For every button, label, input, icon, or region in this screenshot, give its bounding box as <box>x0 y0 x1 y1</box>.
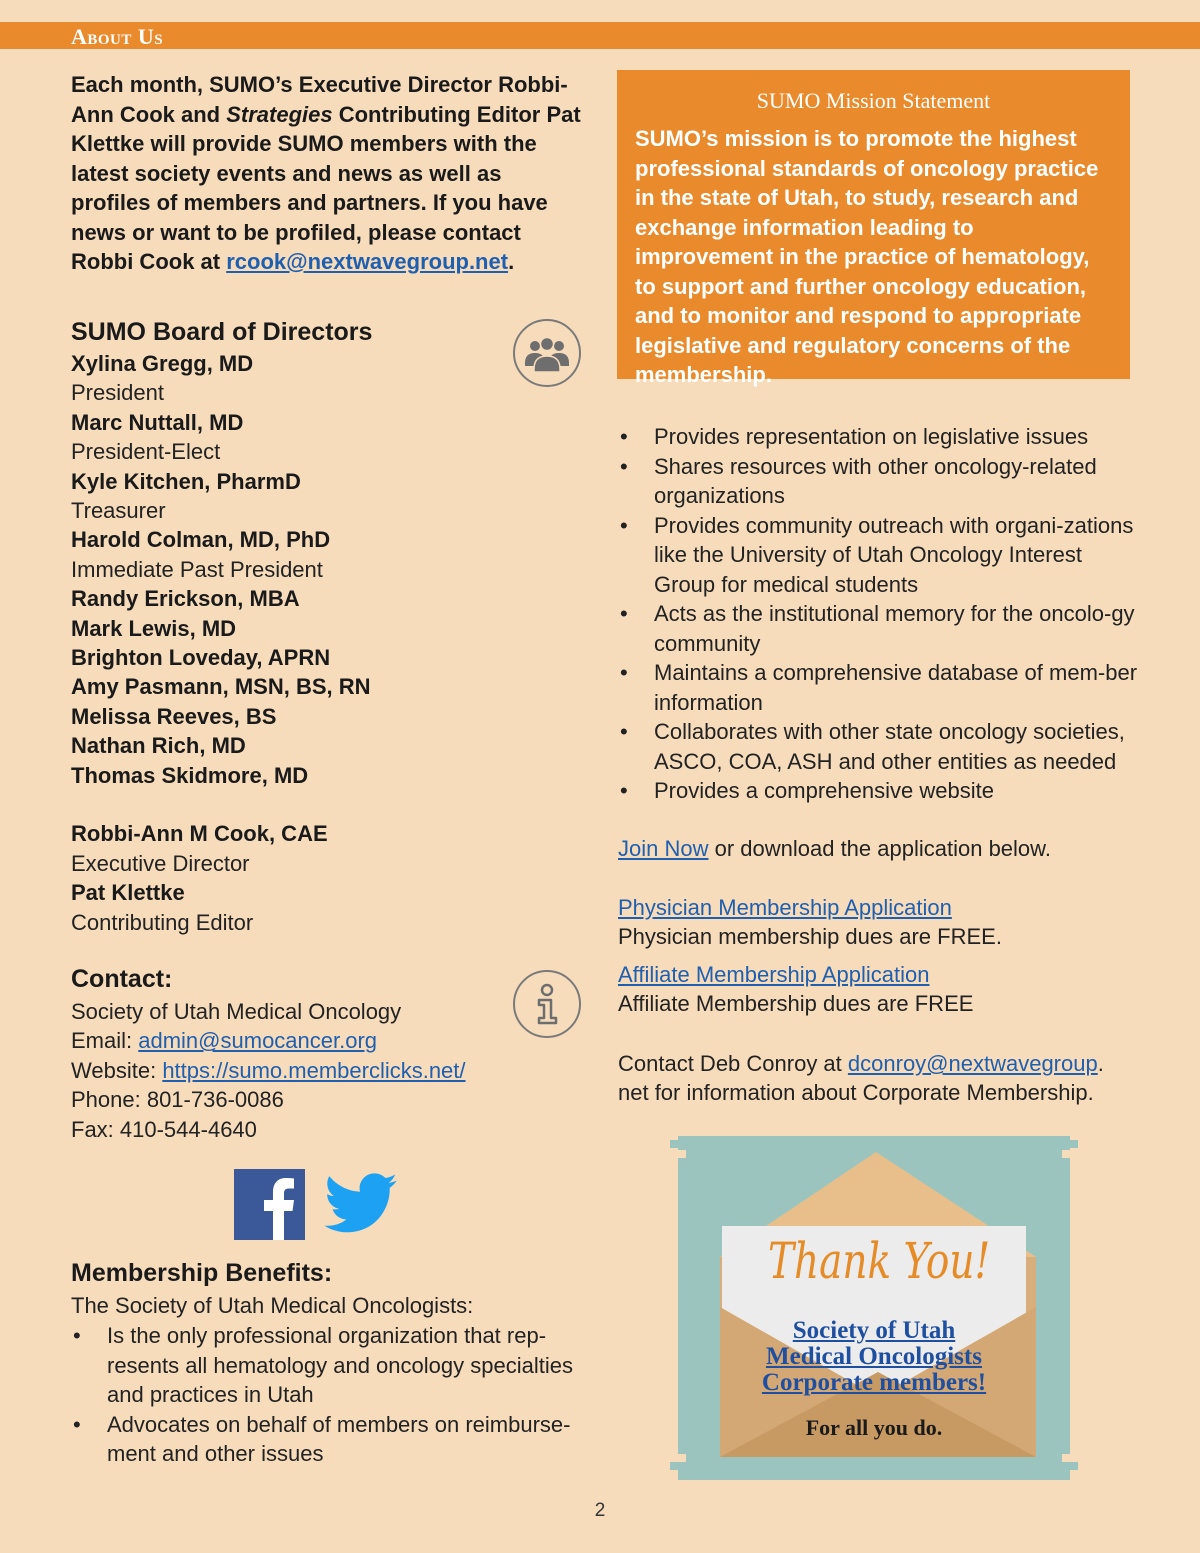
contact-title: Contact: <box>71 965 173 993</box>
member-role: Immediate Past President <box>71 556 323 582</box>
list-item: • Advocates on behalf of members on reimburse-ment and other issues <box>71 1410 581 1469</box>
benefits-title: Membership Benefits: <box>71 1259 333 1287</box>
member-name: Harold Colman, MD, PhD <box>71 527 331 553</box>
contact-website-link[interactable]: https://sumo.memberclicks.net/ <box>162 1057 466 1083</box>
join-row <box>618 834 1138 863</box>
mission-text: SUMO’s mission is to promote the highest professional standards of oncology practice in the state of Utah, to study, research and exchange information leading to improvement in the practice of hematology, to support and further oncology education, and to monitor and respond to appropriate legislative and regulatory concerns of the membership. <box>635 126 1099 387</box>
intro-italic: Strategies <box>226 101 333 127</box>
member-role: President-Elect <box>71 439 221 465</box>
list-item: • Provides a comprehensive website <box>618 776 1138 806</box>
thank-you-recipients <box>670 1318 1078 1396</box>
list-item: • Provides representation on legislative issues <box>618 422 1138 452</box>
list-item: • Maintains a comprehensive database of mem-ber information <box>618 658 1138 717</box>
recipients-line-3: Corporate members! <box>761 1369 987 1396</box>
affiliate-block <box>618 960 1138 1019</box>
list-item: • Collaborates with other state oncology societies, ASCO, COA, ASH and other entities as needed <box>618 717 1138 776</box>
page-number: 2 <box>594 1500 606 1521</box>
twitter-icon[interactable] <box>324 1173 398 1235</box>
thank-you-script: Thank You! <box>768 1232 991 1290</box>
info-icon <box>513 970 581 1038</box>
thank-you-card <box>670 1132 1078 1485</box>
corporate-text-2: net for information about Corporate Membership. <box>618 1080 1094 1106</box>
affiliate-dues: Affiliate Membership dues are FREE <box>618 991 974 1017</box>
contact-website-row <box>71 1056 511 1085</box>
board-list <box>71 349 511 937</box>
benefits-subtitle: The Society of Utah Medical Oncologists: <box>71 1293 474 1318</box>
benefits-list <box>71 1321 581 1469</box>
contact-org: Society of Utah Medical Oncology <box>71 999 402 1024</box>
member-name: Melissa Reeves, BS <box>71 703 277 729</box>
staff-role: Executive Director <box>71 850 250 876</box>
board-title: SUMO Board of Directors <box>71 318 373 346</box>
staff-name: Pat Klettke <box>71 880 185 906</box>
join-now-link[interactable]: Join Now <box>618 836 709 861</box>
intro-text-2: Contributing Editor Pat Klettke will provide SUMO members with the latest society events and news as well as profiles of members and partners. If you have news or want to be profiled, please contact Robbi Cook at <box>71 101 581 274</box>
group-icon <box>513 319 581 387</box>
intro-text: Each month, SUMO’s Executive Director Robbi-Ann Cook and <box>71 72 568 127</box>
list-item: • Provides community outreach with organi-zations like the University of Utah Oncology Interest Group for medical students <box>618 511 1138 600</box>
member-name: Xylina Gregg, MD <box>71 351 254 376</box>
section-header <box>0 22 1200 49</box>
join-text: or download the application below. <box>708 836 1051 861</box>
robbi-email-link[interactable]: rcook@nextwavegroup.net <box>226 249 509 274</box>
staff-role: Contributing Editor <box>71 909 254 935</box>
list-item: • Acts as the institutional memory for the oncolo-gy community <box>618 599 1138 658</box>
corporate-block <box>618 1049 1158 1108</box>
recipients-line-2: Medical Oncologists <box>766 1343 982 1370</box>
facebook-icon[interactable] <box>234 1169 305 1240</box>
benefits-list-continued <box>618 422 1138 806</box>
mission-title: SUMO Mission Statement <box>756 88 991 113</box>
member-role: President <box>71 380 164 406</box>
physician-application-link[interactable]: Physician Membership Application <box>618 895 952 920</box>
corporate-email-link[interactable]: dconroy@nextwavegroup <box>847 1051 1098 1076</box>
member-name: Nathan Rich, MD <box>71 733 246 759</box>
intro-end: . <box>508 249 515 274</box>
contact-phone: Phone: 801-736-0086 <box>71 1087 284 1113</box>
corporate-text: Contact Deb Conroy at <box>618 1051 848 1076</box>
email-label: Email: <box>71 1028 139 1054</box>
member-name: Mark Lewis, MD <box>71 615 237 641</box>
contact-block <box>71 997 511 1144</box>
contact-email-row <box>71 1026 511 1055</box>
member-name: Kyle Kitchen, PharmD <box>71 468 301 494</box>
mission-box <box>617 70 1130 387</box>
member-name: Marc Nuttall, MD <box>71 409 244 435</box>
member-name: Amy Pasmann, MSN, BS, RN <box>71 674 371 700</box>
list-item: • Shares resources with other oncology-related organizations <box>618 452 1138 511</box>
staff-name: Robbi-Ann M Cook, CAE <box>71 821 328 847</box>
affiliate-application-link[interactable]: Affiliate Membership Application <box>618 962 930 987</box>
corporate-dot: . <box>1097 1051 1104 1076</box>
member-name: Randy Erickson, MBA <box>71 586 300 612</box>
member-name: Brighton Loveday, APRN <box>71 645 331 671</box>
section-title: About Us <box>71 24 164 49</box>
contact-fax: Fax: 410-544-4640 <box>71 1116 257 1142</box>
member-name: Thomas Skidmore, MD <box>71 762 309 788</box>
list-item: • Is the only professional organization that rep-resents all hematology and oncology specialties and practices in Utah <box>71 1321 581 1410</box>
physician-block <box>618 893 1138 952</box>
physician-dues: Physician membership dues are FREE. <box>618 924 1002 950</box>
website-label: Website: <box>71 1057 163 1083</box>
thank-you-footer: For all you do. <box>805 1415 943 1440</box>
contact-email-link[interactable]: admin@sumocancer.org <box>138 1028 378 1054</box>
intro-paragraph <box>71 70 586 277</box>
member-role: Treasurer <box>71 498 166 524</box>
recipients-line-1: Society of Utah <box>792 1317 956 1344</box>
